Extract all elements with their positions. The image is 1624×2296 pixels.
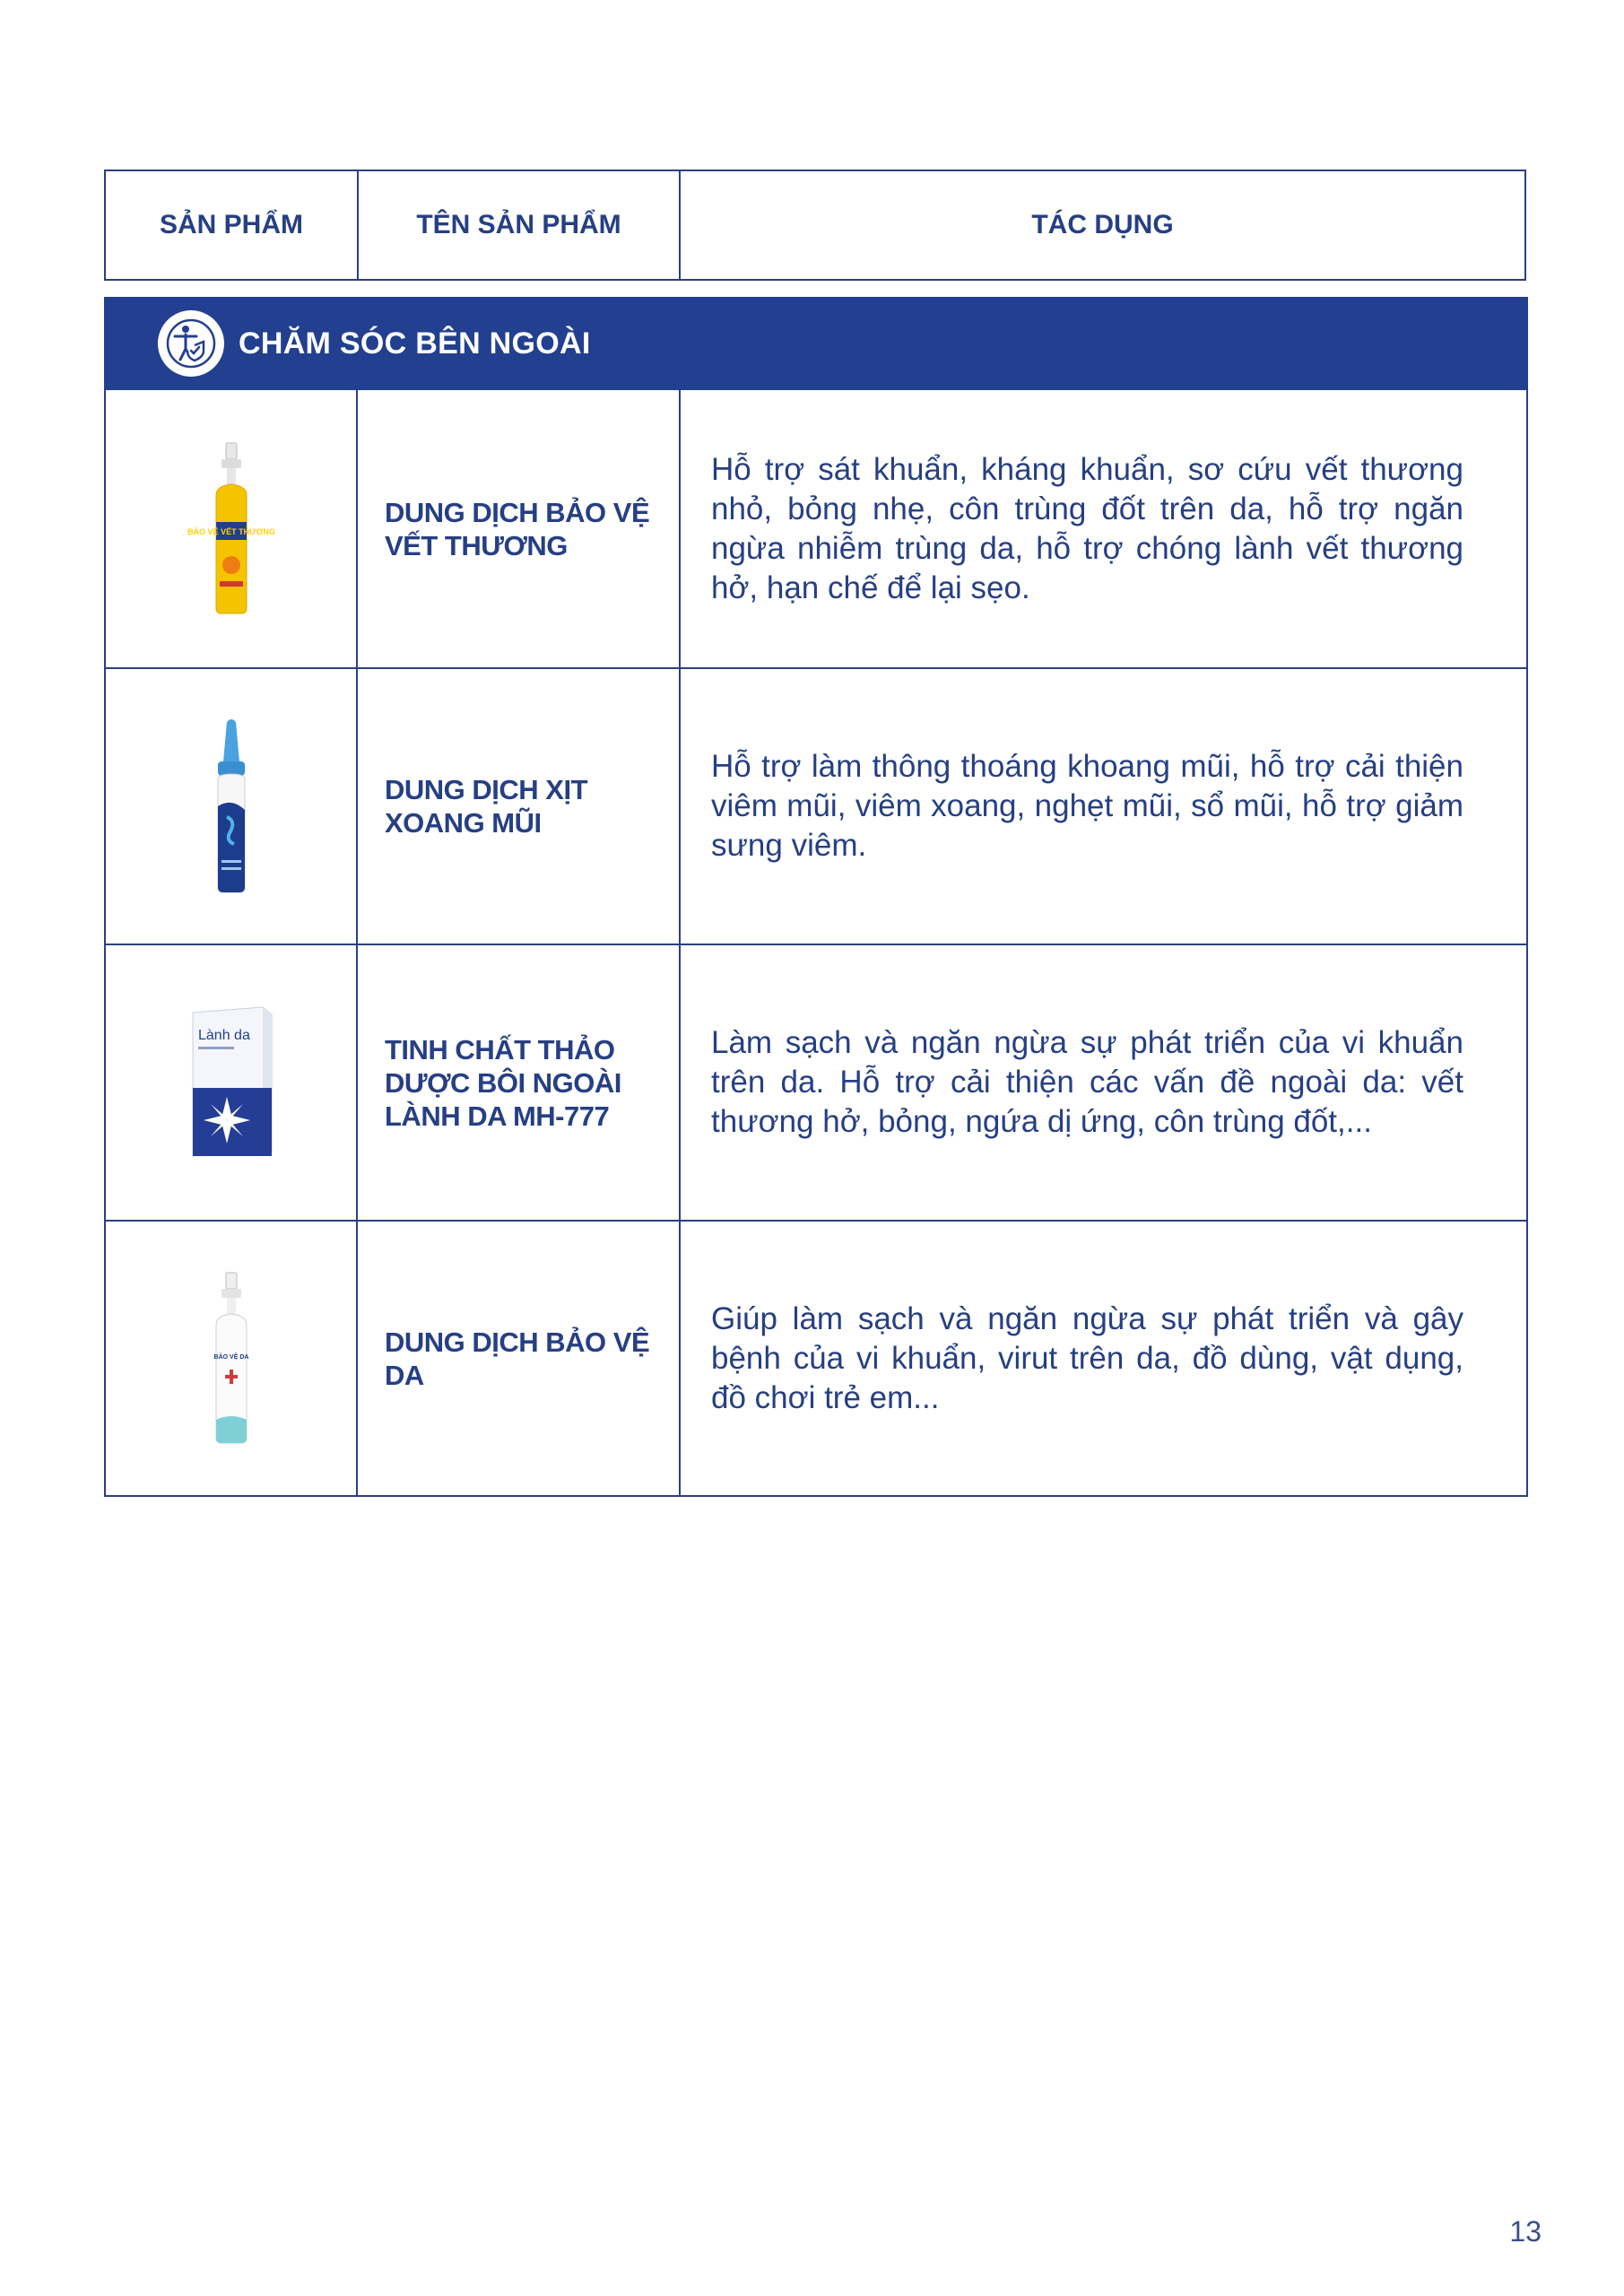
header-product: SẢN PHẨM xyxy=(106,171,359,279)
product-name-cell xyxy=(358,669,681,944)
yellow-spray-bottle-image xyxy=(187,439,275,619)
product-description: Hỗ trợ làm thông thoáng khoang mũi, hỗ trợ cải thiện viêm mũi, viêm xoang, nghẹt mũi, sổ mũi, hỗ trợ giảm sưng viêm. xyxy=(711,749,1463,863)
header-effect: TÁC DỤNG xyxy=(1031,210,1174,239)
white-spray-bottle-image xyxy=(200,1269,263,1448)
product-description: Hỗ trợ sát khuẩn, kháng khuẩn, sơ cứu vết thương nhỏ, bỏng nhẹ, côn trùng đốt trên da, hỗ trợ ngăn ngừa nhiễm trùng da, hỗ trợ chóng lành vết thương hở, hạn chế để lại sẹo. xyxy=(711,451,1463,605)
product-image-cell xyxy=(106,669,358,944)
product-name: TINH CHẤT THẢO DƯỢC BÔI NGOÀI LÀNH DA MH-777 xyxy=(385,1033,621,1132)
product-description-cell xyxy=(681,1222,1526,1495)
product-name: DUNG DỊCH BẢO VỆ DA xyxy=(385,1326,650,1391)
table-row xyxy=(106,669,1526,945)
table-row xyxy=(106,945,1526,1222)
product-image-cell xyxy=(106,1222,358,1495)
product-name-cell xyxy=(358,1222,681,1495)
product-description: Làm sạch và ngăn ngừa sự phát triển của vi khuẩn trên da. Hỗ trợ cải thiện các vấn đề ngoài da: vết thương hở, bỏng, ngứa dị ứng, côn trùng đốt,... xyxy=(711,1025,1463,1139)
product-table xyxy=(104,390,1528,1497)
header-product-name: TÊN SẢN PHẨM xyxy=(359,171,681,279)
bottle-label-text: BẢO VỆ DA xyxy=(213,1353,248,1361)
product-box-image xyxy=(182,1002,281,1163)
product-description-cell xyxy=(681,669,1526,944)
product-name-cell xyxy=(358,390,681,667)
page-number: 13 xyxy=(1509,2215,1541,2248)
section-header xyxy=(104,297,1528,390)
nasal-spray-bottle-image xyxy=(200,717,263,896)
product-name: DUNG DỊCH XỊT XOANG MŨI xyxy=(385,774,587,839)
body-care-shield-icon xyxy=(158,310,224,377)
product-description: Giúp làm sạch và ngăn ngừa sự phát triển và gây bệnh của vi khuẩn, virut trên da, đồ dùng, vật dụng, đồ chơi trẻ em... xyxy=(711,1300,1463,1415)
product-name-cell xyxy=(358,945,681,1220)
product-image-cell xyxy=(106,390,358,667)
product-description-cell xyxy=(681,390,1526,667)
table-header xyxy=(104,170,1526,281)
table-row xyxy=(106,1222,1526,1497)
product-name: DUNG DỊCH BẢO VỆ VẾT THƯƠNG xyxy=(385,496,650,561)
table-row xyxy=(106,390,1526,669)
section-title: CHĂM SÓC BÊN NGOÀI xyxy=(239,326,591,361)
product-image-cell xyxy=(106,945,358,1220)
product-description-cell xyxy=(681,945,1526,1220)
bottle-label-text: BẢO VỆ VẾT THƯƠNG xyxy=(187,526,275,536)
box-label-text: Lành da xyxy=(197,1028,250,1043)
